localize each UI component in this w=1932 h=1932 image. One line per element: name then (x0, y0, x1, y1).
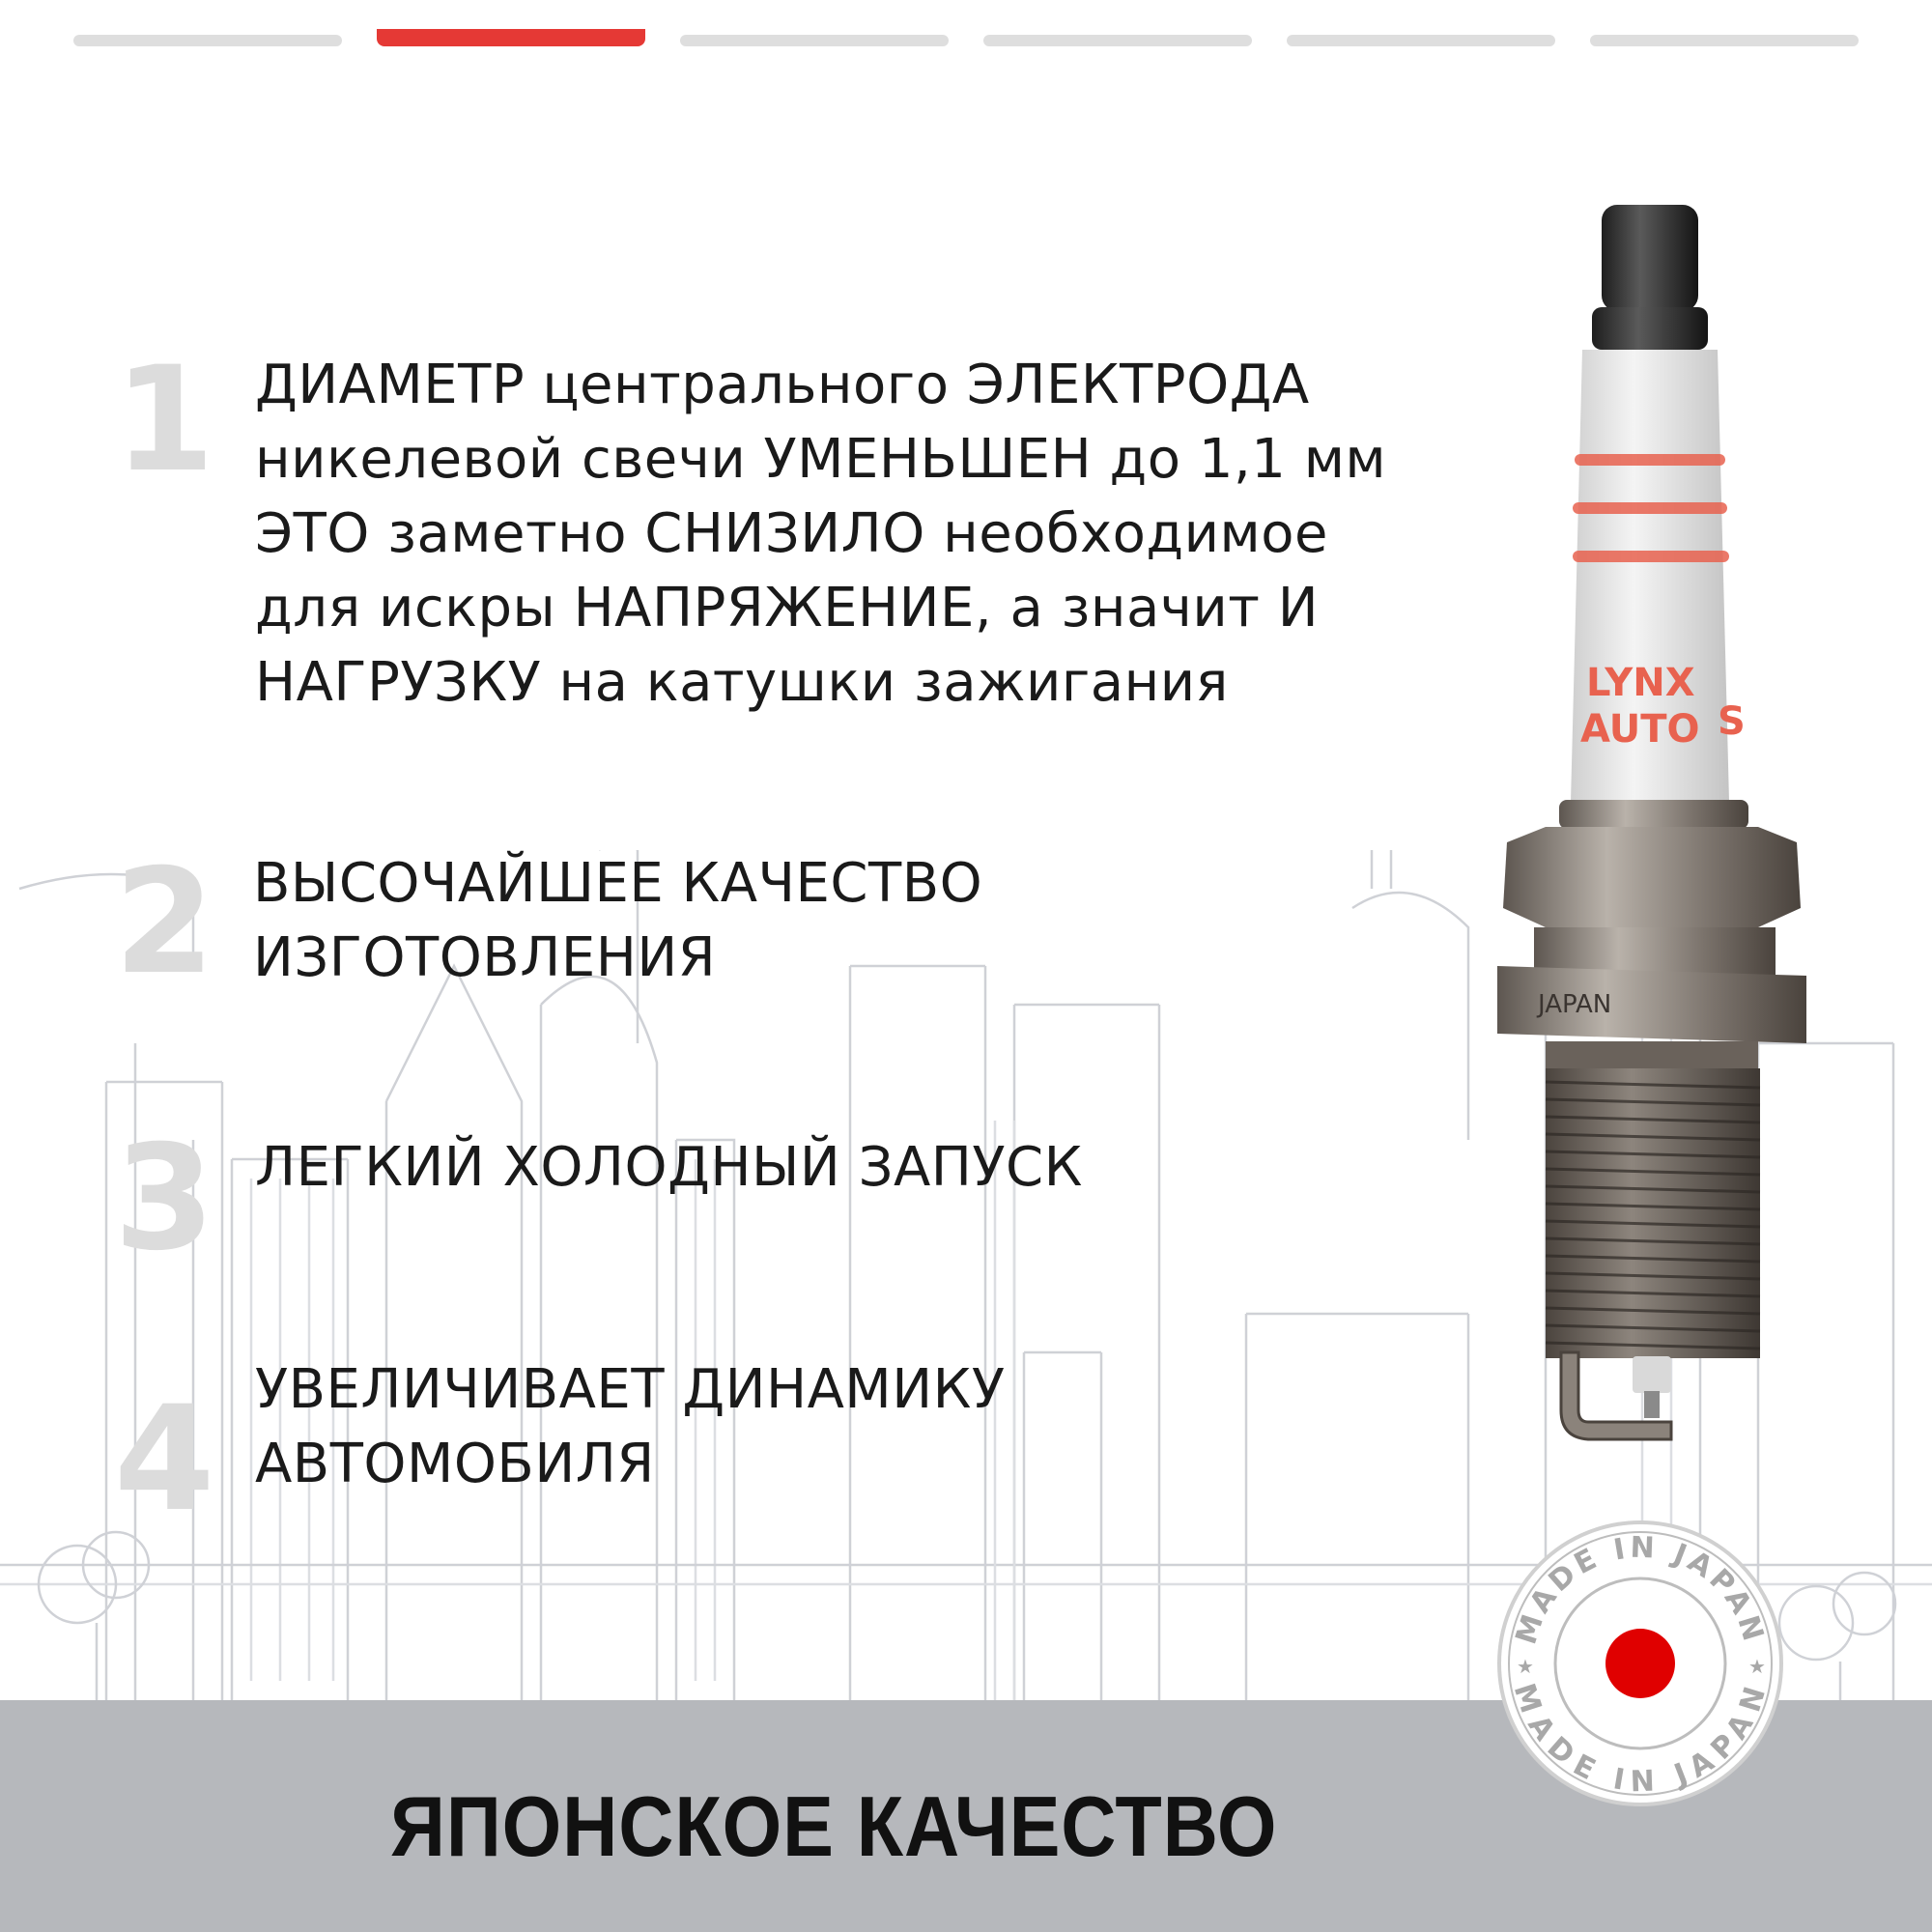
feature-1-line-5: НАГРУЗКУ на катушки зажигания (255, 651, 1229, 714)
feature-2-line-1: ВЫСОЧАЙШЕЕ КАЧЕСТВО (253, 852, 983, 915)
badge-text-bottom: MADE IN JAPAN (1506, 1679, 1775, 1800)
feature-1-line-4: для искры НАПРЯЖЕНИЕ, а значит И (255, 577, 1320, 639)
progress-segment-6 (1590, 35, 1859, 46)
feature-3-line-1: ЛЕГКИЙ ХОЛОДНЫЙ ЗАПУСК (255, 1136, 1083, 1199)
progress-segment-1 (73, 35, 342, 46)
progress-segment-3 (680, 35, 949, 46)
feature-2-line-2: ИЗГОТОВЛЕНИЯ (253, 926, 717, 989)
feature-1-line-1: ДИАМЕТР центрального ЭЛЕКТРОДА (255, 354, 1310, 416)
badge-text-top: MADE IN JAPAN (1509, 1530, 1772, 1649)
feature-4-line-2: АВТОМОБИЛЯ (255, 1433, 655, 1495)
feature-text-4 (255, 1352, 1005, 1501)
feature-4-line-1: УВЕЛИЧИВАЕТ ДИНАМИКУ (255, 1358, 1006, 1421)
plug-side-mark: S (1718, 699, 1746, 744)
plug-thread-text: JAPAN (1538, 990, 1612, 1019)
feature-1-line-2: никелевой свечи УМЕНЬШЕН до 1,1 мм (255, 428, 1387, 491)
progress-segment-4 (983, 35, 1252, 46)
plug-terminal (1602, 205, 1698, 311)
badge-star-left: ★ (1517, 1655, 1534, 1678)
japan-flag-dot (1605, 1629, 1675, 1698)
feature-1-line-3: ЭТО заметно СНИЗИЛО необходимое (255, 502, 1328, 565)
badge-star-right: ★ (1748, 1655, 1766, 1678)
plug-thread (1546, 1068, 1760, 1358)
spark-plug-image (1468, 193, 1835, 1468)
footer-title: ЯПОНСКОЕ КАЧЕСТВО (390, 1778, 1278, 1874)
feature-number-2: 2 (114, 838, 215, 1007)
feature-text-2 (253, 846, 982, 995)
made-in-japan-badge (1495, 1519, 1785, 1808)
progress-indicator (73, 35, 1859, 46)
plug-hex-nut (1503, 827, 1801, 927)
plug-brand-line-1: LYNX (1586, 661, 1695, 705)
feature-text-3 (255, 1130, 1083, 1205)
progress-segment-5 (1287, 35, 1555, 46)
feature-number-4: 4 (114, 1376, 215, 1544)
progress-segment-2-active (377, 29, 645, 46)
feature-text-1 (255, 348, 1386, 720)
feature-number-1: 1 (114, 336, 215, 504)
plug-brand-line-2: AUTO (1580, 707, 1700, 752)
feature-number-3: 3 (114, 1115, 215, 1283)
